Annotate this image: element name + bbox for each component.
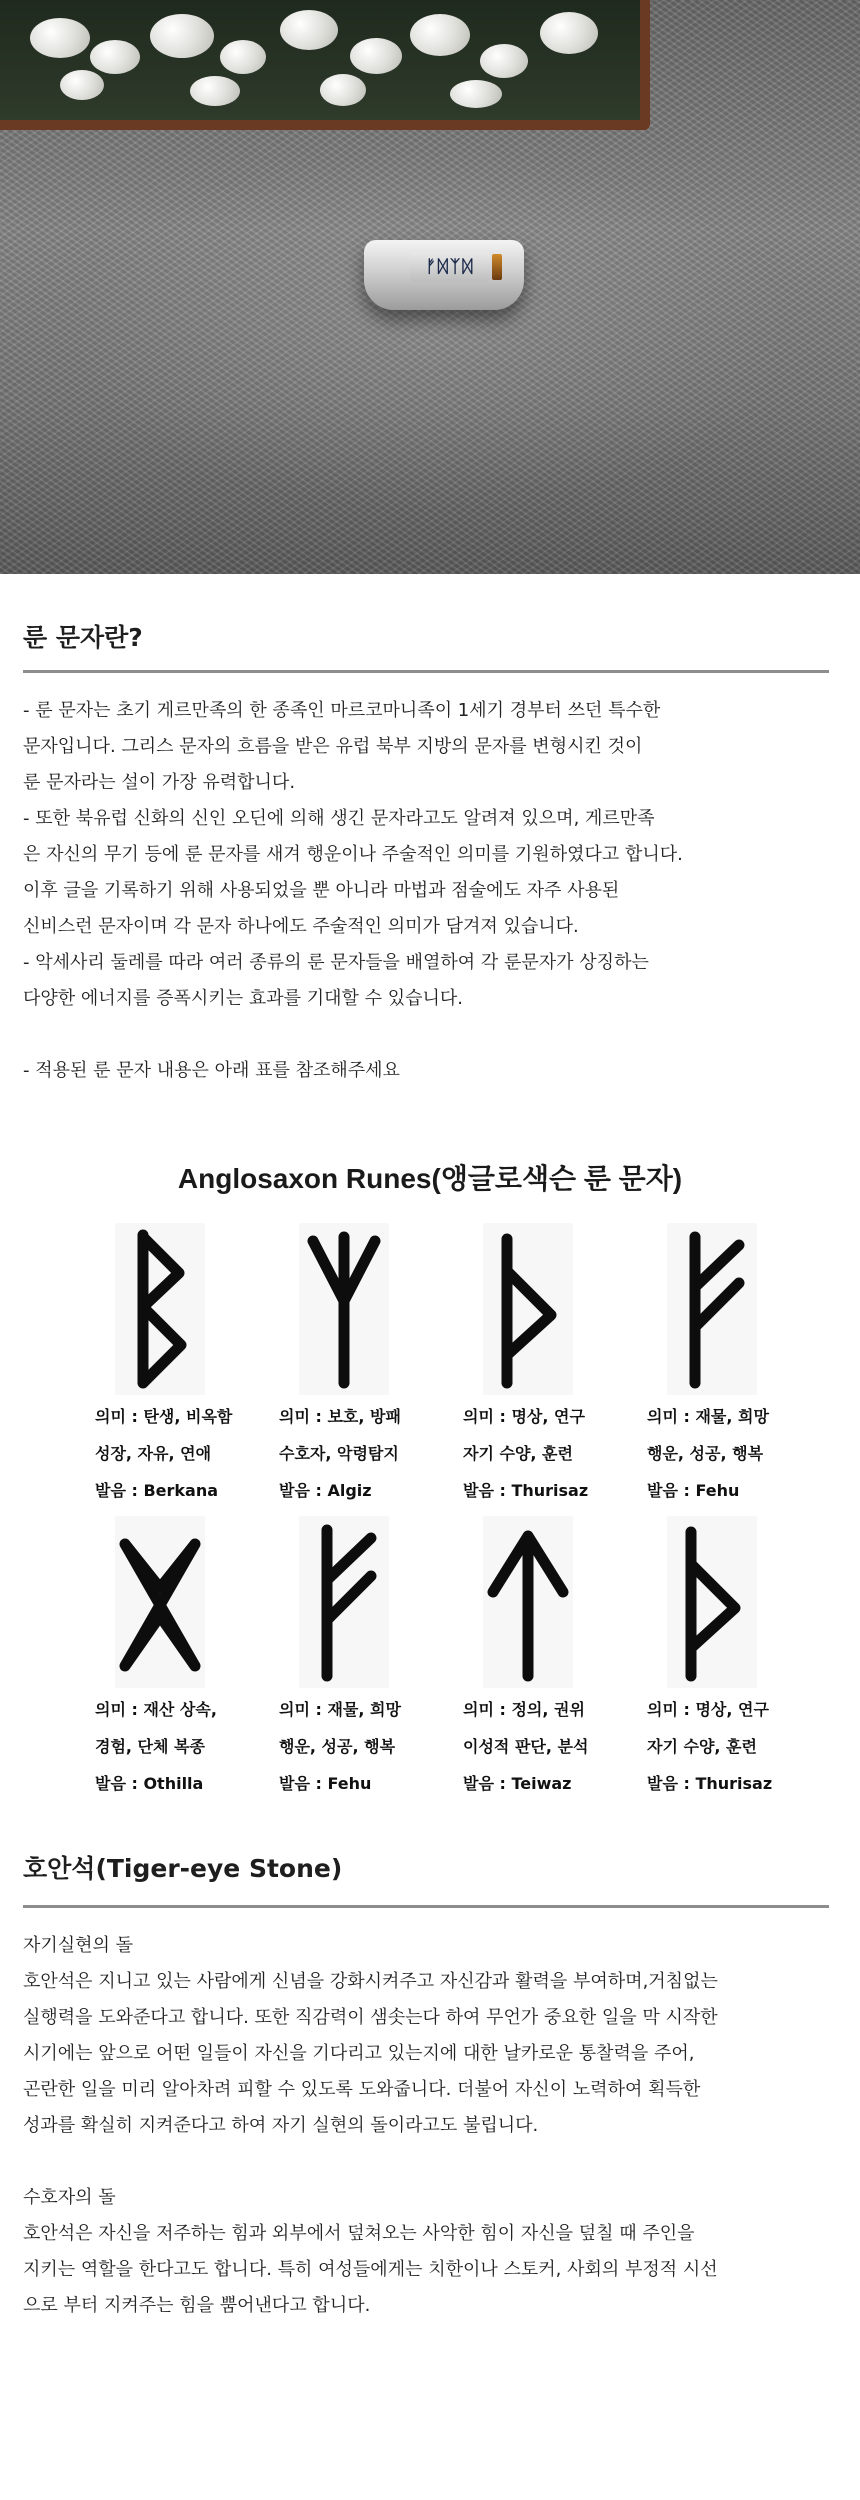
rune-pronunciation: 발음 : Othilla xyxy=(95,1774,204,1793)
subheading-self-realization: 자기실현의 돌 xyxy=(23,1935,134,1956)
planter-box xyxy=(0,0,650,130)
rune-meaning: 행운, 성공, 행복 xyxy=(647,1444,764,1463)
algiz-rune-icon xyxy=(299,1223,389,1395)
rune-meaning: 이성적 판단, 분석 xyxy=(463,1737,589,1756)
othilla-rune-icon xyxy=(115,1516,205,1688)
rune-meaning: 의미 : 재물, 희망 xyxy=(279,1700,401,1719)
text-line: 룬 문자라는 설이 가장 유력합니다. xyxy=(23,772,296,793)
rune-pronunciation: 발음 : Fehu xyxy=(279,1774,372,1793)
rune-meaning: 의미 : 재산 상속, xyxy=(95,1700,217,1719)
tiger-eye-text-2 xyxy=(23,2216,837,2324)
text-line: - 악세사리 둘레를 따라 여러 종류의 룬 문자들을 배열하여 각 룬문자가 상징하는 xyxy=(23,952,649,973)
intro-text xyxy=(23,693,837,1089)
text-line: - 또한 북유럽 신화의 신인 오딘에 의해 생긴 문자라고도 알려져 있으며, 게르만족 xyxy=(23,808,655,829)
text-line: 곤란한 일을 미리 알아차려 피할 수 있도록 도와줍니다. 더불어 자신이 노력하여 획득한 xyxy=(23,2079,701,2100)
text-line: 시기에는 앞으로 어떤 일들이 자신을 기다리고 있는지에 대한 날카로운 통찰력을 주어, xyxy=(23,2043,695,2064)
text-line: 실행력을 도와준다고 합니다. 또한 직감력이 샘솟는다 하여 무언가 중요한 일을 막 시작한 xyxy=(23,2007,718,2028)
section-title: 룬 문자란? xyxy=(23,623,143,652)
text-line: 문자입니다. 그리스 문자의 흐름을 받은 유럽 북부 지방의 문자를 변형시킨 것이 xyxy=(23,736,643,757)
rune-meaning: 의미 : 재물, 희망 xyxy=(647,1407,769,1426)
rune-card xyxy=(279,1223,461,1506)
thurisaz-rune-icon xyxy=(667,1516,757,1688)
text-line: 이후 글을 기록하기 위해 사용되었을 뿐 아니라 마법과 점술에도 자주 사용된 xyxy=(23,880,620,901)
rune-grid xyxy=(95,1223,837,1799)
rune-card xyxy=(463,1516,645,1799)
text-line: 은 자신의 무기 등에 룬 문자를 새겨 행운이나 주술적인 의미를 기원하였다고 합니다. xyxy=(23,844,683,865)
rune-pronunciation: 발음 : Teiwaz xyxy=(463,1774,572,1793)
divider xyxy=(23,1905,829,1908)
teiwaz-rune-icon xyxy=(483,1516,573,1688)
text-line: 성과를 확실히 지켜준다고 하여 자기 실현의 돌이라고도 불립니다. xyxy=(23,2115,539,2136)
rune-pronunciation: 발음 : Berkana xyxy=(95,1481,219,1500)
rune-card xyxy=(279,1516,461,1799)
rune-pronunciation: 발음 : Algiz xyxy=(279,1481,372,1500)
rune-card xyxy=(647,1516,829,1799)
thurisaz-rune-icon xyxy=(483,1223,573,1395)
fehu-rune-icon xyxy=(299,1516,389,1688)
fehu-rune-icon xyxy=(667,1223,757,1395)
text-line: 호안석은 자신을 저주하는 힘과 외부에서 덮쳐오는 사악한 힘이 자신을 덮칠 때 주인을 xyxy=(23,2223,695,2244)
rune-meaning: 의미 : 정의, 권위 xyxy=(463,1700,585,1719)
divider xyxy=(23,670,829,673)
text-line: 신비스런 문자이며 각 문자 하나에도 주술적인 의미가 담겨져 있습니다. xyxy=(23,916,579,937)
subheading-guardian: 수호자의 돌 xyxy=(23,2187,116,2208)
berkana-rune-icon xyxy=(115,1223,205,1395)
rune-meaning: 자기 수양, 훈련 xyxy=(463,1444,573,1463)
rune-ring xyxy=(364,240,524,310)
section-title: 호안석(Tiger-eye Stone) xyxy=(23,1854,343,1883)
section-tiger-eye xyxy=(23,1799,837,2324)
text-line xyxy=(23,1017,837,1053)
rune-meaning: 행운, 성공, 행복 xyxy=(279,1737,396,1756)
tiger-eye-text-1 xyxy=(23,1964,837,2144)
rune-card xyxy=(463,1223,645,1506)
rune-pronunciation: 발음 : Fehu xyxy=(647,1481,740,1500)
rune-meaning: 자기 수양, 훈련 xyxy=(647,1737,757,1756)
text-line: 호안석은 지니고 있는 사람에게 신념을 강화시켜주고 자신감과 활력을 부여하며,거침없는 xyxy=(23,1971,718,1992)
text-line: - 룬 문자는 초기 게르만족의 한 종족인 마르코마니족이 1세기 경부터 쓰던 특수한 xyxy=(23,700,661,721)
rune-meaning: 수호자, 악령탐지 xyxy=(279,1444,399,1463)
text-line: 다양한 에너지를 증폭시키는 효과를 기대할 수 있습니다. xyxy=(23,988,463,1009)
rune-card xyxy=(95,1223,277,1506)
ring-engraving: ᚠᛞᛉᛞ xyxy=(410,252,490,282)
rune-card xyxy=(95,1516,277,1799)
text-line: 으로 부터 지켜주는 힘을 뿜어낸다고 합니다. xyxy=(23,2295,371,2316)
rune-pronunciation: 발음 : Thurisaz xyxy=(647,1774,773,1793)
text-line: 지키는 역할을 한다고도 합니다. 특히 여성들에게는 치한이나 스토커, 사회의 부정적 시선 xyxy=(23,2259,718,2280)
rune-card xyxy=(647,1223,829,1506)
rune-pronunciation: 발음 : Thurisaz xyxy=(463,1481,589,1500)
rune-meaning: 의미 : 보호, 방패 xyxy=(279,1407,401,1426)
rune-meaning: 의미 : 명상, 연구 xyxy=(647,1700,769,1719)
rune-meaning: 의미 : 명상, 연구 xyxy=(463,1407,585,1426)
rune-meaning: 경험, 단체 복종 xyxy=(95,1737,205,1756)
rune-meaning: 의미 : 탄생, 비옥함 xyxy=(95,1407,233,1426)
text-line: - 적용된 룬 문자 내용은 아래 표를 참조해주세요 xyxy=(23,1060,400,1081)
hero-photo xyxy=(0,0,860,574)
rune-meaning: 성장, 자유, 연애 xyxy=(95,1444,212,1463)
section-rune-table xyxy=(23,1157,837,1799)
tiger-eye-inlay xyxy=(492,254,502,280)
rune-table-title: Anglosaxon Runes(앵글로색슨 룬 문자) xyxy=(177,1163,683,1194)
section-rune-intro xyxy=(23,574,837,1089)
